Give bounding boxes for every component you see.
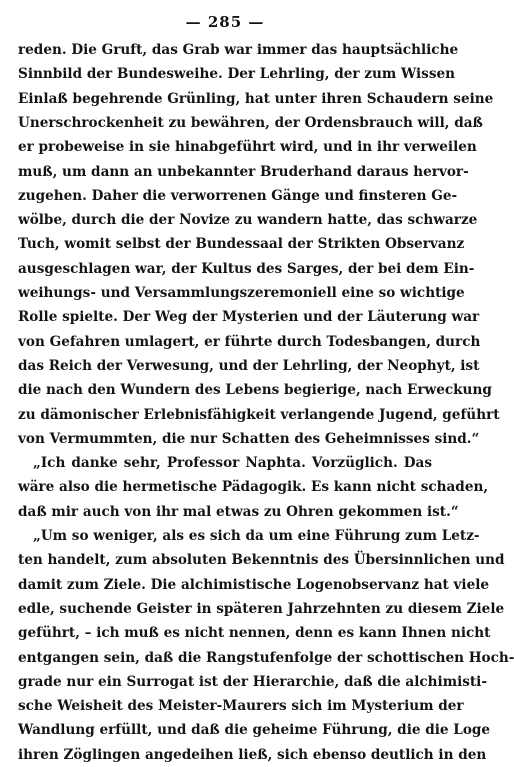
text-line: grade nur ein Surrogat ist der Hierarchie, daß die alchimisti- (18, 673, 487, 690)
text-line: zu dämonischer Erlebnisfähigkeit verlangende Jugend, geführt (18, 406, 500, 423)
text-line: ten handelt, zum absoluten Bekenntnis des Übersinnlichen und (18, 552, 505, 569)
text-line: wölbe, durch die der Novize zu wandern hatte, das schwarze (18, 212, 478, 229)
text-line: von Gefahren umlagert, er führte durch Todesbangen, durch (18, 333, 481, 350)
text-line: sche Weisheit des Meister-Maurers sich im Mysterium der (18, 698, 464, 715)
text-line: Sinnbild der Bundesweihe. Der Lehrling, der zum Wissen (18, 66, 456, 83)
text-line: Tuch, womit selbst der Bundessaal der Strikten Observanz (18, 236, 465, 253)
text-line: das Reich der Verwesung, und der Lehrling, der Neophyt, ist (18, 357, 480, 374)
text-line: reden. Die Gruft, das Grab war immer das hauptsächliche (18, 42, 459, 58)
text-line: wäre also die hermetische Pädagogik. Es kann nicht schaden, (18, 479, 489, 496)
text-line: die nach den Wundern des Lebens begierige, nach Erweckung (18, 382, 492, 399)
text-line: geführt, – ich muß es nicht nennen, denn es kann Ihnen nicht (18, 625, 491, 642)
text-line: Einlaß begehrende Grünling, hat unter ihren Schaudern seine (18, 90, 494, 107)
text-line: zugehen. Daher die verworrenen Gänge und finsteren Ge- (18, 187, 458, 204)
text-line: daß mir auch von ihr mal etwas zu Ohren gekommen ist.“ (18, 503, 459, 520)
text-line: Unerschrockenheit zu bewähren, der Ordensbrauch will, daß (18, 114, 483, 131)
text-line: ihren Zöglingen angedeihen ließ, sich ebenso deutlich in den (18, 746, 487, 763)
text-line: von Vermummten, die nur Schatten des Geheimnisses sind.“ (18, 430, 480, 447)
text-line: ausgeschlagen war, der Kultus des Sarges, der bei dem Ein- (18, 260, 475, 277)
text-line: damit zum Ziele. Die alchimistische Logenobservanz hat viele (18, 576, 490, 593)
text-line: er probeweise in sie hinabgeführt wird, und in ihr verweilen (18, 139, 477, 156)
text-line: muß, um dann an unbekannter Bruderhand daraus hervor- (18, 163, 469, 180)
text-line: „Um so weniger, als es sich da um eine Führung zum Letz- (33, 528, 480, 544)
text-line: edle, suchende Geister in späteren Jahrzehnten zu diesem Ziele (18, 600, 505, 617)
text-line: Rolle spielte. Der Weg der Mysterien und der Läuterung war (18, 309, 480, 326)
text-line: weihungs- und Versammlungszeremoniell eine so wichtige (18, 285, 465, 301)
text-line: Wandlung erfüllt, und daß die geheime Führung, die die Loge (18, 722, 491, 739)
page-number: — 285 — (185, 13, 265, 31)
text-line: entgangen sein, daß die Rangstufenfolge der schottischen Hoch- (18, 649, 514, 666)
text-line: „Ich danke sehr, Professor Naphta. Vorzüglich. Das (33, 455, 432, 472)
